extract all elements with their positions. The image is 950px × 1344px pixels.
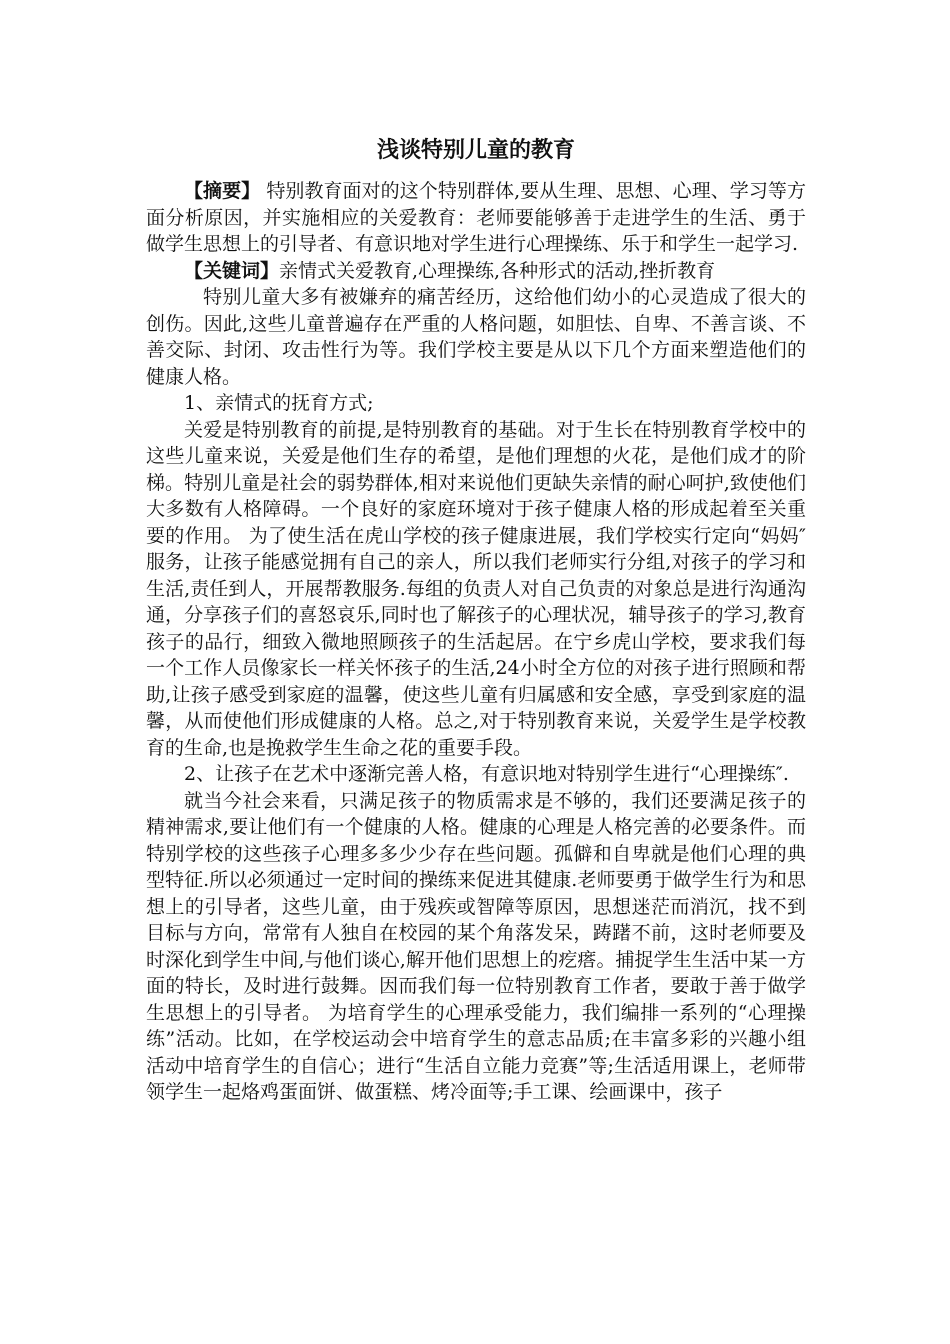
- body-paragraph-psychology: 就当今社会来看，只满足孩子的物质需求是不够的，我们还要满足孩子的精神需求,要让他们有一个健康的人格。健康的心理是人格完善的必要条件。而特别学校的这些孩子心理多多少少存在些问题。孤僻和自卑就是他们心理的典型特征.所以必须通过一定时间的操练来促进其健康.老师要勇于做学生行为和思想上的引导者，这些儿童，由于残疾或智障等原因，思想迷茫而消沉，找不到目标与方向，常常有人独自在校园的某个角落发呆，踌躇不前，这时老师要及时深化到学生中间,与他们谈心,解开他们思想上的疙瘩。捕捉学生生活中某一方面的特长，及时进行鼓舞。因而我们每一位特别教育工作者，要敢于善于做学生思想上的引导者。 为培育学生的心理承受能力，我们编排一系列的“心理操练”活动。比如，在学校运动会中培育学生的意志品质;在丰富多彩的兴趣小组活动中培育学生的自信心；进行“生活自立能力竞赛”等;生活适用课上，老师带领学生一起烙鸡蛋面饼、做蛋糕、烤冷面等;手工课、绘画课中，孩子: [146, 789, 806, 1103]
- document-page: [146, 128, 806, 1106]
- document-title: 浅谈特别儿童的教育: [376, 138, 575, 163]
- abstract-text: 特别教育面对的这个特别群体,要从生理、思想、心理、学习等方面分析原因，并实施相应的关爱教育：老师要能够善于走进学生的生活、勇于做学生思想上的引导者、有意识地对学生进行心理操练、乐于和学生一起学习.: [146, 180, 806, 255]
- body-paragraph-intro: 特别儿童大多有被嫌弃的痛苦经历，这给他们幼小的心灵造成了很大的创伤。因此,这些儿童普遍存在严重的人格问题，如胆怯、自卑、不善言谈、不善交际、封闭、攻击性行为等。我们学校主要是从以下几个方面来塑造他们的健康人格。: [146, 286, 806, 388]
- abstract-label: 【摘要】: [184, 180, 261, 202]
- keywords-paragraph: [146, 258, 806, 285]
- section-heading-2: 2、让孩子在艺术中逐渐完善人格，有意识地对特别学生进行“心理操练″.: [184, 763, 789, 785]
- keywords-text: 亲情式关爱教育,心理操练,各种形式的活动,挫折教育: [279, 259, 716, 282]
- body-paragraph-care: 关爱是特别教育的前提,是特别教育的基础。对于生长在特别教育学校中的这些儿童来说，关爱是他们生存的希望，是他们理想的火花，是他们成才的阶梯。特别儿童是社会的弱势群体,相对来说他们更缺失亲情的耐心呵护,致使他们大多数有人格障碍。一个良好的家庭环境对于孩子健康人格的形成起着至关重要的作用。 为了使生活在虎山学校的孩子健康进展，我们学校实行定向“妈妈″服务，让孩子能感觉拥有自己的亲人，所以我们老师实行分组,对孩子的学习和生活,责任到人，开展帮教服务.每组的负责人对自己负责的对象总是进行沟通沟通，分享孩子们的喜怒哀乐,同时也了解孩子的心理状况，辅导孩子的学习,教育孩子的品行，细致入微地照顾孩子的生活起居。在宁乡虎山学校，要求我们每一个工作人员像家长一样关怀孩子的生活,24小时全方位的对孩子进行照顾和帮助,让孩子感受到家庭的温馨，使这些儿童有归属感和安全感，享受到家庭的温馨，从而使他们形成健康的人格。总之,对于特别教育来说，关爱学生是学校教育的生命,也是挽救学生生命之花的重要手段。: [146, 418, 806, 759]
- keywords-label: 【关键词】: [184, 259, 280, 282]
- section-heading-1: 1、亲情式的抚育方式;: [184, 392, 374, 414]
- abstract-paragraph: [146, 178, 806, 258]
